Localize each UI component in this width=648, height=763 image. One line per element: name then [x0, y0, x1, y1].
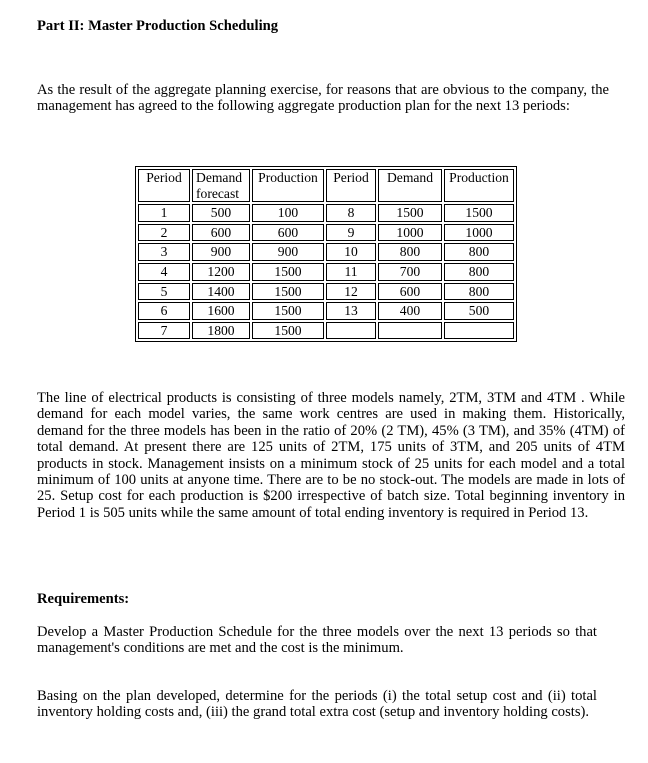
cell-demand-right: 600 [378, 283, 442, 301]
cell-demand-left: 1200 [192, 263, 250, 281]
intro-paragraph: As the result of the aggregate planning exercise, for reasons that are obvious to the company, the management has agreed to the following aggregate production plan for the next 13 periods: [37, 82, 609, 115]
cell-production-left: 1500 [252, 263, 324, 281]
cell-period-left: 4 [138, 263, 190, 281]
cell-period-right: 8 [326, 204, 376, 222]
cell-demand-right: 800 [378, 243, 442, 261]
requirement-paragraph-2: Basing on the plan developed, determine for the periods (i) the total setup cost and (ii) total inventory holding costs and, (iii) the grand total extra cost (setup and inventory holding costs). [37, 688, 597, 721]
cell-period-left: 2 [138, 224, 190, 242]
page-title: Part II: Master Production Scheduling [37, 18, 279, 34]
description-paragraph: The line of electrical products is consisting of three models namely, 2TM, 3TM and 4TM . While demand for each model varies, the same work centres are used in making them. Historically, demand for the three models has been in the ratio of 20% (2 TM), 45% (3 TM), and 35% (4TM) of total demand. At present there are 125 units of 2TM, 175 units of 3TM, and 205 units of 4TM products in stock. Management insists on a minimum stock of 25 units for each model and a total minimum of 100 units at anyone time. There are to be no stock-out. The models are made in lots of 25. Setup cost for each production is $200 irrespective of batch size. Total beginning inventory in Period 1 is 505 units while the same amount of total ending inventory is required in Period 13. [37, 390, 625, 521]
cell-production-right: 500 [444, 302, 514, 320]
cell-period-left: 6 [138, 302, 190, 320]
table-row [138, 302, 514, 320]
cell-production-left: 1500 [252, 283, 324, 301]
header-period-left: Period [138, 169, 190, 202]
cell-production-left: 1500 [252, 302, 324, 320]
requirement-paragraph-1: Develop a Master Production Schedule for the three models over the next 13 periods so that management's conditions are met and the cost is the minimum. [37, 624, 597, 657]
cell-production-right: 1000 [444, 224, 514, 242]
cell-period-left: 7 [138, 322, 190, 340]
cell-period-left: 1 [138, 204, 190, 222]
cell-demand-right: 700 [378, 263, 442, 281]
cell-demand-left: 1800 [192, 322, 250, 340]
cell-demand-left: 600 [192, 224, 250, 242]
cell-period-right: 12 [326, 283, 376, 301]
header-demand-right: Demand [378, 169, 442, 202]
requirements-heading: Requirements: [37, 591, 130, 607]
table-row [138, 283, 514, 301]
cell-production-left: 600 [252, 224, 324, 242]
header-production-left: Production [252, 169, 324, 202]
cell-period-right: 13 [326, 302, 376, 320]
cell-period-right: 9 [326, 224, 376, 242]
empty-cell [326, 322, 376, 340]
header-production-right: Production [444, 169, 514, 202]
cell-period-left: 3 [138, 243, 190, 261]
cell-production-right: 800 [444, 263, 514, 281]
empty-cell [378, 322, 442, 340]
header-demand-forecast: Demand forecast [192, 169, 250, 202]
table-header-row [138, 169, 514, 202]
header-period-right: Period [326, 169, 376, 202]
table-row [138, 224, 514, 242]
cell-period-right: 10 [326, 243, 376, 261]
table-row [138, 263, 514, 281]
cell-production-left: 900 [252, 243, 324, 261]
empty-cell [444, 322, 514, 340]
cell-demand-left: 1400 [192, 283, 250, 301]
cell-period-left: 5 [138, 283, 190, 301]
aggregate-plan-table-wrapper [135, 166, 517, 342]
cell-production-right: 800 [444, 243, 514, 261]
cell-production-right: 1500 [444, 204, 514, 222]
cell-period-right: 11 [326, 263, 376, 281]
aggregate-plan-table [135, 166, 517, 342]
cell-production-left: 100 [252, 204, 324, 222]
table-body [138, 204, 514, 339]
table-row [138, 204, 514, 222]
cell-demand-left: 900 [192, 243, 250, 261]
cell-production-right: 800 [444, 283, 514, 301]
cell-production-left: 1500 [252, 322, 324, 340]
cell-demand-right: 1000 [378, 224, 442, 242]
table-row [138, 243, 514, 261]
cell-demand-right: 1500 [378, 204, 442, 222]
cell-demand-left: 500 [192, 204, 250, 222]
table-row [138, 322, 514, 340]
cell-demand-left: 1600 [192, 302, 250, 320]
cell-demand-right: 400 [378, 302, 442, 320]
